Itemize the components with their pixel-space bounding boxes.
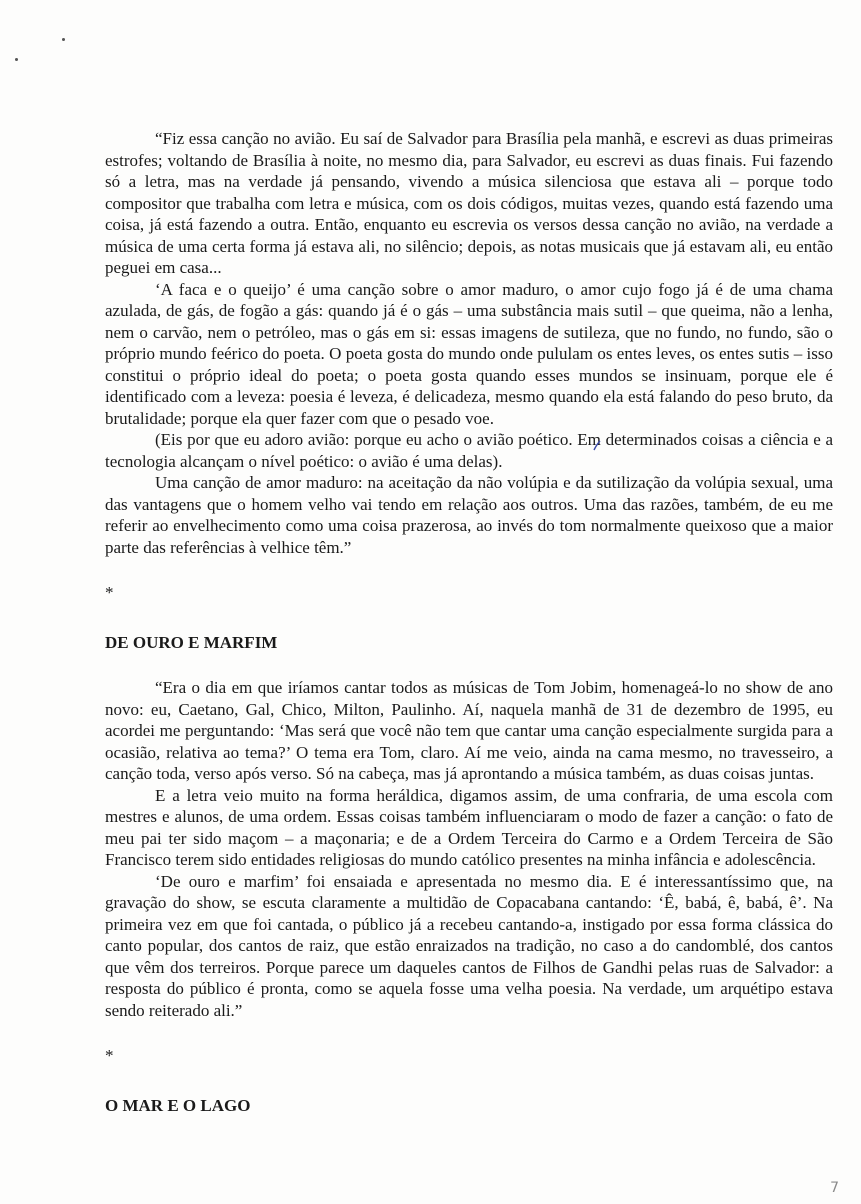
paragraph: Uma canção de amor maduro: na aceitação da não volúpia e da sutilização da volúpia sexual, uma das vantagens que o homem velho vai tendo em relação aos outros. Uma das razões, também, de eu me referir ao envelhecimento como uma coisa prazerosa, ao invés do tom normalmente queixoso que a maior parte das referências à velhice têm.” — [105, 473, 833, 557]
section-separator: * — [105, 1046, 114, 1065]
paragraph: ‘De ouro e marfim’ foi ensaiada e apresentada no mesmo dia. E é interessantíssimo que, na gravação do show, se escuta claramente a multidão de Copacabana cantando: ‘Ê, babá, ê, babá, ê’. Na primeira vez em que foi cantada, o público já a recebeu cantando-a, instigado por essa forma clássica do canto popular, dos cantos de raiz, que estão enraizados na tradição, no caso a do candomblé, dos cantos que vêm dos terreiros. Porque parece um daqueles cantos de Filhos de Gandhi pelas ruas de Salvador: a resposta do público é pronta, como se aquela fosse uma velha poesia. Na verdade, um arquétipo estava sendo reiterado ali.” — [105, 871, 833, 1020]
paragraph: E a letra veio muito na forma heráldica, digamos assim, de uma confraria, de uma escola com mestres e alunos, de uma ordem. Essas coisas também influenciaram o modo de fazer a canção: o fato de meu pai ter sido maçom – a maçonaria; e de a Ordem Terceira do Carmo e a Ordem Terceira de São Francisco terem sido entidades religiosas do mundo católico presentes na minha infância e adolescência. — [105, 785, 833, 869]
paragraph: “Era o dia em que iríamos cantar todos as músicas de Tom Jobim, homenageá-lo no show de ano novo: eu, Caetano, Gal, Chico, Milton, Paulinho. Aí, naquela manhã de 31 de dezembro de 1995, eu acordei me perguntando: ‘Mas será que você não tem que cantar uma canção especialmente surgida para a ocasião, relativa ao tema?’ O tema era Tom, claro. Aí me veio, ainda na cama mesmo, no travesseiro, a canção toda, verso após verso. Só na cabeça, mas já aprontando a música também, as duas coisas juntas. — [105, 678, 833, 783]
handwritten-accent-mark — [592, 440, 602, 455]
section-heading: O MAR E O LAGO — [105, 1095, 251, 1115]
document-body — [105, 128, 833, 1116]
section-separator: * — [105, 583, 114, 602]
paragraph: ‘A faca e o queijo’ é uma canção sobre o amor maduro, o amor cujo fogo já é de uma chama azulada, de gás, de fogão a gás: quando já é o gás – uma substância mais sutil – que queima, não a lenha, nem o carvão, nem o petróleo, mas o gás em si: essas imagens de sutileza, que no fundo, no fundo, são o próprio mundo feérico do poeta. O poeta gosta do mundo onde pululam os entes leves, os entes sutis – isso constitui o próprio ideal do poeta; o poeta gosta quando esses mundos se insinuam, porque ele é identificado com a leveza: poesia é leveza, é delicadeza, mesmo quando ela está falando do peso bruto, da brutalidade; porque ela quer fazer com que o pesado voe. — [105, 279, 833, 428]
page-number: 7 — [830, 1180, 839, 1196]
scan-speck — [62, 38, 65, 41]
paragraph: (Eis por que eu adoro avião: porque eu acho o avião poético. Em determinados coisas a ciência e a tecnologia alcançam o nível poético: o avião é uma delas). — [105, 430, 833, 471]
section-body — [105, 677, 833, 1021]
section-heading: DE OURO E MARFIM — [105, 632, 278, 652]
scan-speck — [15, 58, 18, 61]
paragraph: “Fiz essa canção no avião. Eu saí de Salvador para Brasília pela manhã, e escrevi as duas primeiras estrofes; voltando de Brasília à noite, no mesmo dia, para Salvador, eu escrevi as duas finais. Fui fazendo só a letra, mas na verdade já pensando, vivendo a música silenciosa que estava ali – porque todo compositor que trabalha com letra e música, com os dois códigos, muitas vezes, quando está fazendo uma coisa, já está fazendo a outra. Então, enquanto eu escrevia os versos dessa canção no avião, na verdade a música de uma certa forma já estava ali, no silêncio; depois, as notas musicais que já estavam ali, eu então peguei em casa... — [105, 129, 833, 277]
